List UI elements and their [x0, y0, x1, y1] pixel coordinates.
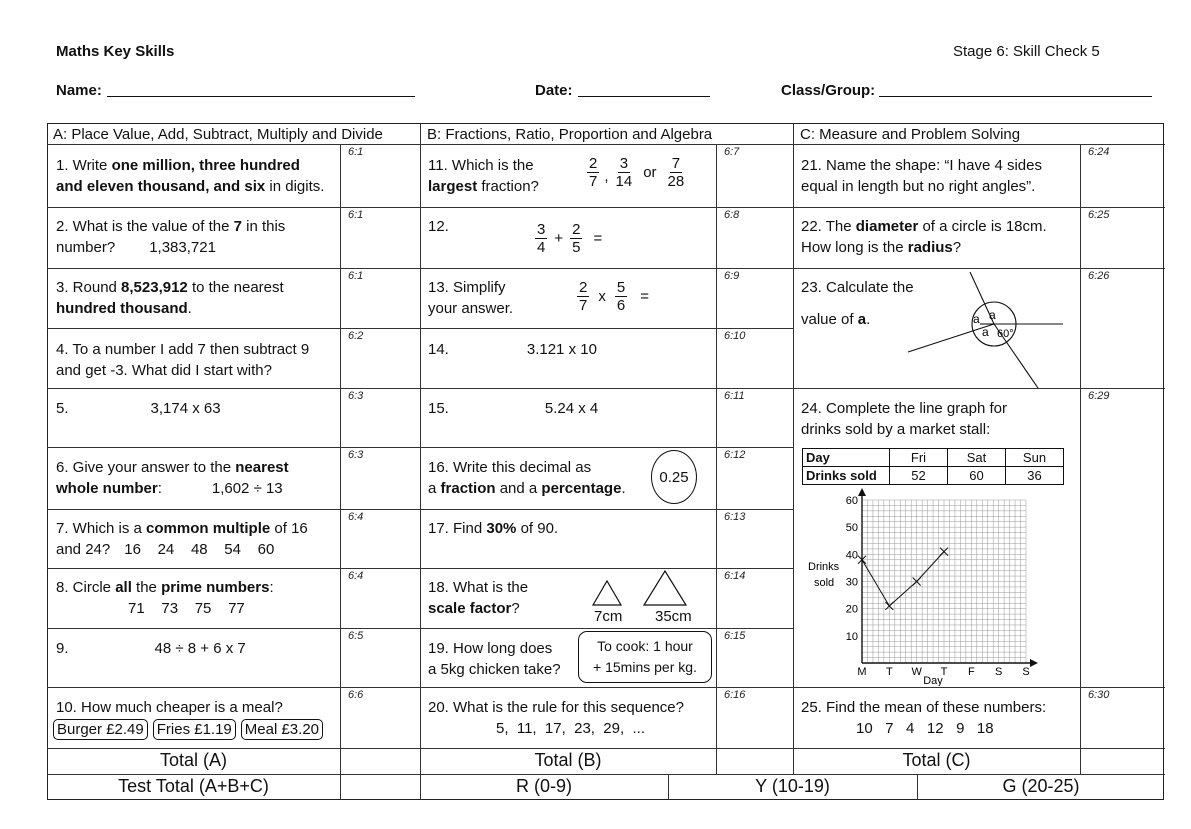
y-tick-label: 40 — [845, 549, 858, 562]
q13-expression: $\frac{2}{7}$ x $\frac{5}{6}$ = — [579, 279, 649, 314]
question-14: 14. 3.121 x 10 — [428, 341, 597, 358]
question-22: 22. The diameter of a circle is 18cm. How long is the radius? — [801, 218, 1047, 256]
question-19: 19. How long does a 5kg chicken take? — [428, 640, 561, 678]
large-triangle — [644, 571, 686, 605]
band-green-label: G (20-25) — [1002, 776, 1080, 796]
code-q24: 6:29 — [1088, 390, 1110, 402]
x-axis-label: Day — [923, 675, 943, 686]
code-q17: 6:13 — [724, 511, 746, 523]
table-cell: Fri — [890, 449, 948, 467]
q11-fractions: $\frac{2}{7}$ , $\frac{3}{14}$ or $\frac{7}{28}$ — [589, 155, 685, 190]
question-25: 25. Find the mean of these numbers: 10 7 4 12 9 18 — [801, 699, 1047, 737]
question-11: 11. Which is the largest fraction? — [428, 157, 539, 195]
test-total-label: Test Total (A+B+C) — [118, 776, 269, 796]
question-23: 23. Calculate the — [801, 279, 914, 296]
code-q19: 6:15 — [724, 630, 746, 642]
class-label: Class/Group: — [781, 82, 876, 99]
question-21: 21. Name the shape: “I have 4 sides equal in length but no right angles”. — [801, 157, 1042, 195]
question-16: 16. Write this decimal as a fraction and a percentage. — [428, 459, 626, 497]
code-q7: 6:4 — [348, 511, 364, 523]
code-q18: 6:14 — [724, 570, 746, 582]
angle-a-label: a — [973, 312, 980, 326]
code-q25: 6:30 — [1088, 689, 1110, 701]
price-item: Fries £1.19 — [153, 719, 236, 740]
band-yellow-label: Y (10-19) — [755, 776, 830, 796]
table-cell: Sun — [1006, 449, 1064, 467]
question-13: 13. Simplify your answer. — [428, 279, 514, 317]
question-24: 24. Complete the line graph for drinks sold by a market stall: — [801, 400, 1007, 438]
worksheet-title: Maths Key Skills — [56, 43, 175, 60]
small-triangle-label: 7cm — [594, 608, 623, 625]
angle-a-label: a — [982, 325, 989, 339]
price-item: Burger £2.49 — [53, 719, 148, 740]
large-triangle-label: 35cm — [655, 608, 692, 625]
code-q5: 6:3 — [348, 390, 364, 402]
y-tick-label: 10 — [845, 630, 858, 643]
angle-a-label: a — [989, 308, 996, 322]
question-17: 17. Find 30% of 90. — [428, 520, 559, 537]
question-10: 10. How much cheaper is a meal? — [56, 699, 283, 716]
y-tick-label: 60 — [845, 495, 858, 507]
y-axis-label-line2: sold — [814, 577, 835, 589]
x-tick-label: M — [857, 666, 867, 678]
question-20: 20. What is the rule for this sequence? 5, 11, 17, 23, 29, ... — [428, 699, 684, 737]
section-a-header: A: Place Value, Add, Subtract, Multiply and Divide — [53, 126, 383, 143]
y-tick-label: 30 — [845, 576, 858, 589]
x-axis-arrow — [1030, 659, 1038, 667]
code-q23: 6:26 — [1088, 270, 1110, 282]
code-q16: 6:12 — [724, 449, 746, 461]
line-graph — [800, 488, 1040, 686]
table-cell: Sat — [948, 449, 1006, 467]
code-q3: 6:1 — [348, 270, 364, 282]
y-axis-arrow — [858, 488, 866, 496]
class-field[interactable] — [879, 96, 1152, 97]
code-q1: 6:1 — [348, 146, 364, 158]
question-8: 8. Circle all the prime numbers: 71 73 75 77 — [56, 579, 274, 617]
band-red-label: R (0-9) — [515, 776, 572, 796]
x-tick-label: T — [940, 666, 948, 678]
code-q14: 6:10 — [724, 330, 746, 342]
x-tick-label: S — [994, 666, 1003, 678]
angles-figure — [900, 268, 1070, 390]
code-q11: 6:7 — [724, 146, 740, 158]
code-q2: 6:1 — [348, 209, 364, 221]
question-6: 6. Give your answer to the nearest whole number: 1,602 ÷ 13 — [56, 459, 289, 497]
name-label: Name: — [56, 82, 102, 99]
q12-expression: $\frac{3}{4}$ + $\frac{2}{5}$ = — [537, 221, 603, 256]
question-15: 15. 5.24 x 4 — [428, 400, 599, 417]
decimal-oval: 0.25 — [651, 450, 697, 504]
date-field[interactable] — [578, 96, 710, 97]
cooking-info-box: To cook: 1 hour + 15mins per kg. — [578, 631, 712, 683]
section-b-header: B: Fractions, Ratio, Proportion and Algebra — [427, 126, 713, 143]
total-b-label: Total (B) — [534, 750, 602, 770]
x-tick-label: T — [885, 666, 893, 678]
table-cell: Drinks sold — [803, 467, 890, 485]
stage-label: Stage 6: Skill Check 5 — [953, 43, 1100, 60]
code-q6: 6:3 — [348, 449, 364, 461]
question-12: 12. — [428, 218, 449, 235]
code-q10: 6:6 — [348, 689, 364, 701]
code-q4: 6:2 — [348, 330, 364, 342]
question-9: 9. 48 ÷ 8 + 6 x 7 — [56, 640, 246, 657]
table-cell: 52 — [890, 467, 948, 485]
question-2: 2. What is the value of the 7 in this number? 1,383,721 — [56, 218, 286, 256]
drinks-table — [802, 448, 1064, 485]
total-a-label: Total (A) — [159, 750, 228, 770]
x-tick-label: F — [967, 666, 975, 678]
price-list — [53, 719, 323, 740]
name-field[interactable] — [107, 96, 415, 97]
question-7: 7. Which is a common multiple of 16 and 24? 16 24 48 54 60 — [56, 520, 308, 558]
code-q13: 6:9 — [724, 270, 740, 282]
section-c-header: C: Measure and Problem Solving — [800, 126, 1021, 143]
table-cell: Day — [803, 449, 890, 467]
question-5: 5. 3,174 x 63 — [56, 400, 221, 417]
date-label: Date: — [535, 82, 573, 99]
table-cell: 36 — [1006, 467, 1064, 485]
code-q22: 6:25 — [1088, 209, 1110, 221]
question-4: 4. To a number I add 7 then subtract 9 and get -3. What did I start with? — [56, 341, 310, 379]
code-q9: 6:5 — [348, 630, 364, 642]
question-1: 1. Write one million, three hundred and eleven thousand, and six in digits. — [56, 157, 325, 195]
y-axis-label-line1: Drinks — [808, 561, 840, 573]
code-q8: 6:4 — [348, 570, 364, 582]
x-tick-label: W — [911, 666, 922, 678]
code-q21: 6:24 — [1088, 146, 1110, 158]
x-tick-label: S — [1022, 666, 1030, 678]
question-18: 18. What is the scale factor? — [428, 579, 529, 617]
table-cell: 60 — [948, 467, 1006, 485]
code-q15: 6:11 — [724, 390, 745, 402]
code-q12: 6:8 — [724, 209, 740, 221]
question-23-part2: value of a. — [801, 311, 871, 328]
price-item: Meal £3.20 — [241, 719, 323, 740]
total-c-label: Total (C) — [902, 750, 971, 770]
y-tick-label: 20 — [845, 603, 858, 616]
y-tick-label: 50 — [845, 522, 858, 535]
angle-60-label: 60° — [997, 328, 1014, 340]
small-triangle — [593, 581, 621, 605]
question-3: 3. Round 8,523,912 to the nearest hundred thousand. — [56, 279, 284, 317]
triangles-figure — [590, 568, 705, 606]
code-q20: 6:16 — [724, 689, 746, 701]
